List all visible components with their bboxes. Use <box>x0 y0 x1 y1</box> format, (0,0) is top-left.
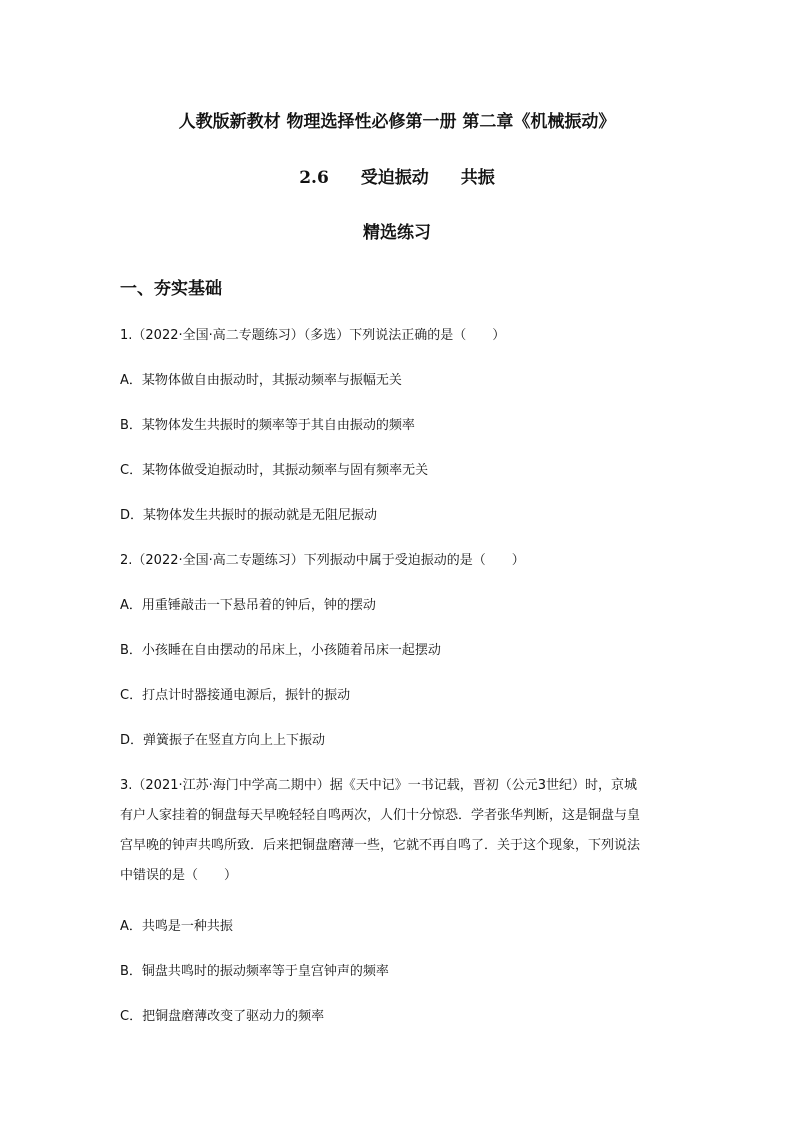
part-heading: 一、夯实基础 <box>120 279 222 299</box>
section-topic-b: 共振 <box>460 168 495 188</box>
section-topic-a: 受迫振动 <box>360 168 429 188</box>
question-2-option-d: D．弹簧振子在竖直方向上上下振动 <box>120 733 326 748</box>
document-title: 人教版新教材 物理选择性必修第一册 第二章《机械振动》 <box>178 112 616 132</box>
question-2-option-a: A．用重锤敲击一下悬吊着的钟后，钟的摆动 <box>120 598 376 613</box>
question-3-option-b: B．铜盘共鸣时的振动频率等于皇宫钟声的频率 <box>120 964 389 979</box>
question-3-stem-line: 3.（2021·江苏·海门中学高二期中）据《天中记》一书记载，晋初（公元3世纪）时，京城 <box>120 778 638 793</box>
question-1-option-d: D．某物体发生共振时的振动就是无阻尼振动 <box>120 508 378 523</box>
question-1-option-a: A．某物体做自由振动时，其振动频率与振幅无关 <box>120 373 402 388</box>
section-title <box>120 163 674 188</box>
section-number: 2.6 <box>299 168 329 188</box>
question-1-option-c: C．某物体做受迫振动时，其振动频率与固有频率无关 <box>120 463 429 478</box>
question-2-option-b: B．小孩睡在自由摆动的吊床上，小孩随着吊床一起摆动 <box>120 643 441 658</box>
question-3-stem-line: 宫早晚的钟声共鸣所致．后来把铜盘磨薄一些，它就不再自鸣了．关于这个现象，下列说法 <box>120 838 641 853</box>
question-3-stem <box>120 771 680 891</box>
question-3-stem-line: 有户人家挂着的铜盘每天早晚轻轻自鸣两次，人们十分惊恐．学者张华判断，这是铜盘与皇 <box>120 808 641 823</box>
question-1-option-b: B．某物体发生共振时的频率等于其自由振动的频率 <box>120 418 415 433</box>
question-3-option-a: A．共鸣是一种共振 <box>120 919 233 934</box>
question-2-option-c: C．打点计时器接通电源后，振针的振动 <box>120 688 351 703</box>
question-3-option-c: C．把铜盘磨薄改变了驱动力的频率 <box>120 1009 325 1024</box>
question-2-stem: 2.（2022·全国·高二专题练习）下列振动中属于受迫振动的是（ ） <box>120 553 525 568</box>
document-subtitle: 精选练习 <box>363 223 431 243</box>
question-1-stem: 1.（2022·全国·高二专题练习）（多选）下列说法正确的是（ ） <box>120 328 506 343</box>
question-3-stem-line: 中错误的是（ ） <box>120 868 238 883</box>
